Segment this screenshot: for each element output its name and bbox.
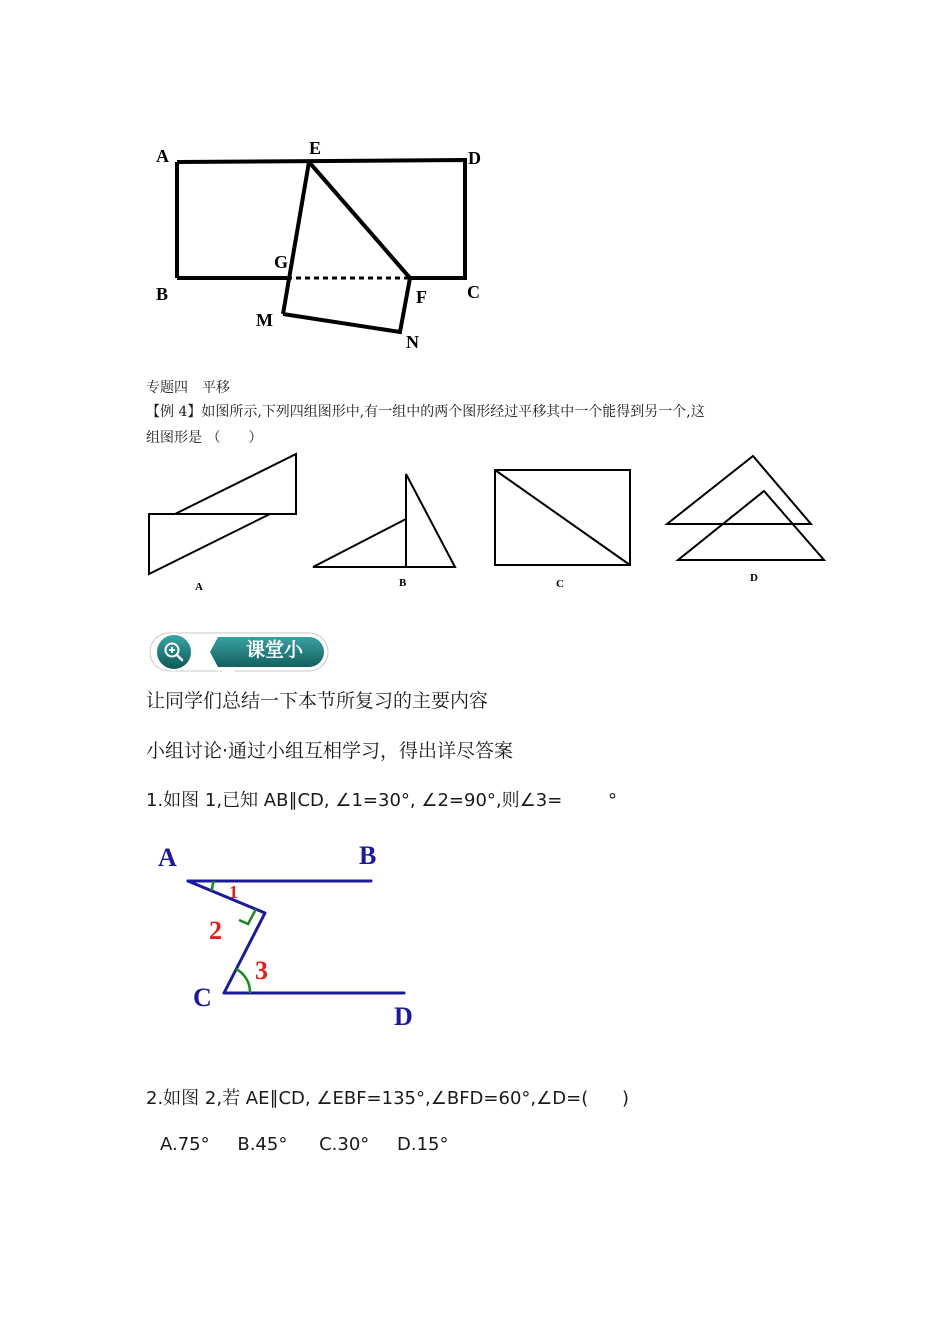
translation-options-figure xyxy=(140,448,840,598)
option-label-A: A xyxy=(195,581,203,593)
label-C: C xyxy=(467,282,480,302)
question-2-text xyxy=(146,1084,629,1110)
q1-label-D: D xyxy=(394,1002,413,1031)
question-1-prompt: 1.如图 1,已知 AB∥CD, ∠1=30°, ∠2=90°,则∠3= xyxy=(146,790,563,811)
example-line-1: 【例 4】如图所示,下列四组图形中,有一组中的两个图形经过平移其中一个能得到另一个,这 xyxy=(146,404,705,420)
label-A: A xyxy=(156,146,169,166)
parallel-lines-figure xyxy=(150,836,440,1036)
rectangle-fold-figure xyxy=(140,130,520,360)
banner-title: 课堂小 xyxy=(246,639,304,661)
summary-line-1: 让同学们总结一下本节所复习的主要内容 xyxy=(146,690,489,712)
question-2-prompt: 2.如图 2,若 AE∥CD, ∠EBF=135°,∠BFD=60°,∠D=( xyxy=(146,1088,589,1109)
option-c: C.30° xyxy=(319,1134,370,1155)
q1-label-A: A xyxy=(158,843,177,872)
angle-2-label: 2 xyxy=(209,916,222,945)
label-F: F xyxy=(416,287,427,307)
label-D: D xyxy=(468,148,481,168)
label-N: N xyxy=(406,332,419,352)
angle-3-label: 3 xyxy=(255,956,268,985)
question-1-text xyxy=(146,786,617,812)
option-label-D: D xyxy=(750,572,758,584)
question-2-paren-close: ) xyxy=(621,1088,629,1109)
class-summary-banner xyxy=(148,630,330,688)
question-2-options xyxy=(160,1134,449,1155)
option-d: D.15° xyxy=(397,1134,449,1155)
section-title: 专题四 平移 xyxy=(146,380,230,396)
summary-line-2: 小组讨论·通过小组互相学习，得出详尽答案 xyxy=(146,740,514,762)
q1-label-C: C xyxy=(193,983,212,1012)
option-b: B.45° xyxy=(237,1134,288,1155)
angle-1-label: 1 xyxy=(229,882,238,902)
option-a: A.75° xyxy=(160,1134,210,1155)
option-label-C: C xyxy=(556,578,564,590)
banner-title-overflow: 结 xyxy=(216,666,236,688)
label-E: E xyxy=(309,138,322,158)
option-label-B: B xyxy=(399,577,407,589)
example-line-2: 组图形是 （ ） xyxy=(146,430,263,446)
label-M: M xyxy=(256,310,273,330)
zoom-in-icon xyxy=(162,640,186,664)
q1-label-B: B xyxy=(359,841,377,870)
label-G: G xyxy=(274,252,289,272)
question-1-blank-degree: ° xyxy=(608,790,618,811)
label-B: B xyxy=(156,284,169,304)
